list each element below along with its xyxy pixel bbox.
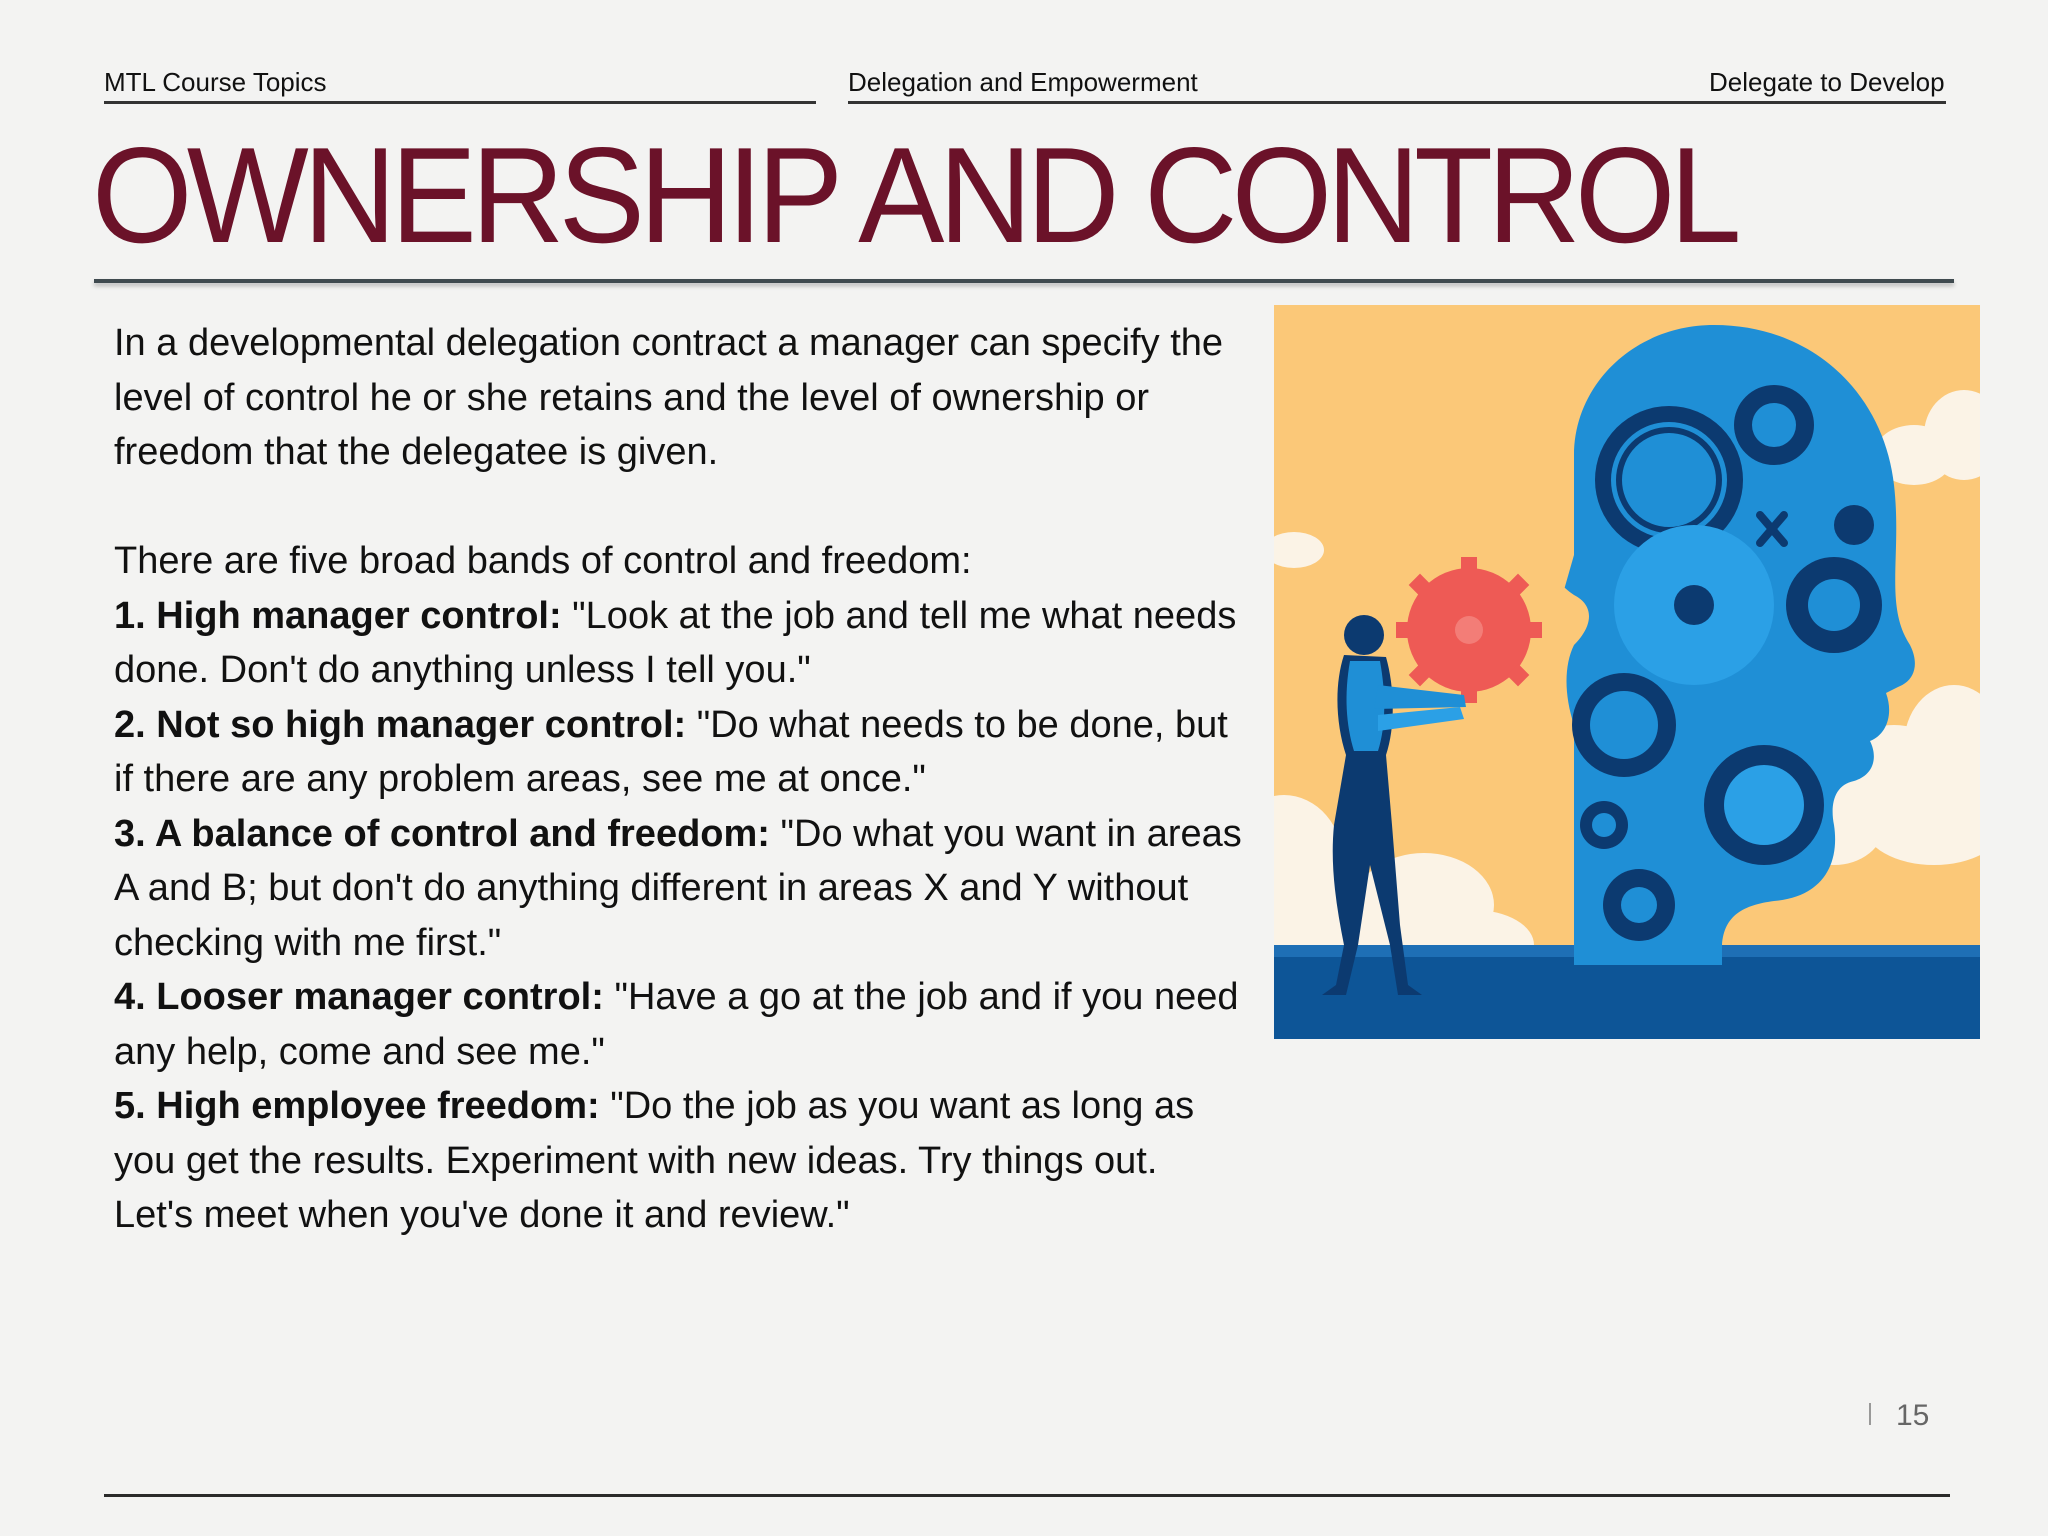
page-number: 15 bbox=[1896, 1399, 1930, 1432]
footer-rule bbox=[104, 1494, 1950, 1497]
band-text: "Have a go at the job and if you need any help, come and see me." bbox=[114, 976, 1239, 1073]
illustration-svg bbox=[1274, 305, 1980, 1039]
title-underline bbox=[94, 279, 1954, 283]
band-label: 3. A balance of control and freedom: bbox=[114, 812, 770, 855]
page-number-separator bbox=[1869, 1403, 1871, 1425]
band-text: "Do what needs to be done, but if there are any problem areas, see me at once." bbox=[114, 703, 1228, 800]
bands-lead: There are five broad bands of control and freedom: bbox=[114, 540, 972, 582]
band-label: 4. Looser manager control: bbox=[114, 976, 604, 1018]
band-text: "Do the job as you want as long as you get the results. Experiment with new ideas. Try things out. Let's meet when you've done it and review." bbox=[114, 1085, 1195, 1236]
header-course-topics: MTL Course Topics bbox=[104, 67, 327, 97]
body-text bbox=[114, 316, 1244, 1243]
page-title: OWNERSHIP AND CONTROL bbox=[92, 119, 1736, 271]
header-section-title: Delegation and Empowerment bbox=[848, 67, 1198, 97]
intro-paragraph: In a developmental delegation contract a manager can specify the level of control he or she retains and the level of ownership or freedom that the delegatee is given. bbox=[114, 322, 1224, 473]
illustration-head-with-gears bbox=[1274, 305, 1980, 1039]
band-text: "Do what you want in areas A and B; but don't do anything different in areas X and Y without checking with me first." bbox=[114, 812, 1242, 964]
header-right-rule bbox=[848, 101, 1946, 104]
band-text: "Look at the job and tell me what needs done. Don't do anything unless I tell you." bbox=[114, 594, 1237, 691]
red-gear bbox=[1396, 557, 1542, 703]
band-item bbox=[114, 1079, 1244, 1243]
header-subtopic: Delegate to Develop bbox=[1709, 67, 1945, 97]
band-label: 5. High employee freedom: bbox=[114, 1085, 600, 1127]
band-label: 1. High manager control: bbox=[114, 594, 562, 637]
band-item bbox=[114, 698, 1244, 807]
ground bbox=[1274, 953, 1980, 1039]
band-item bbox=[114, 589, 1244, 698]
header-left-rule bbox=[104, 101, 816, 104]
band-item bbox=[114, 970, 1244, 1079]
band-label: 2. Not so high manager control: bbox=[114, 703, 687, 746]
paragraph-gap bbox=[114, 480, 1244, 535]
band-item bbox=[114, 807, 1244, 971]
